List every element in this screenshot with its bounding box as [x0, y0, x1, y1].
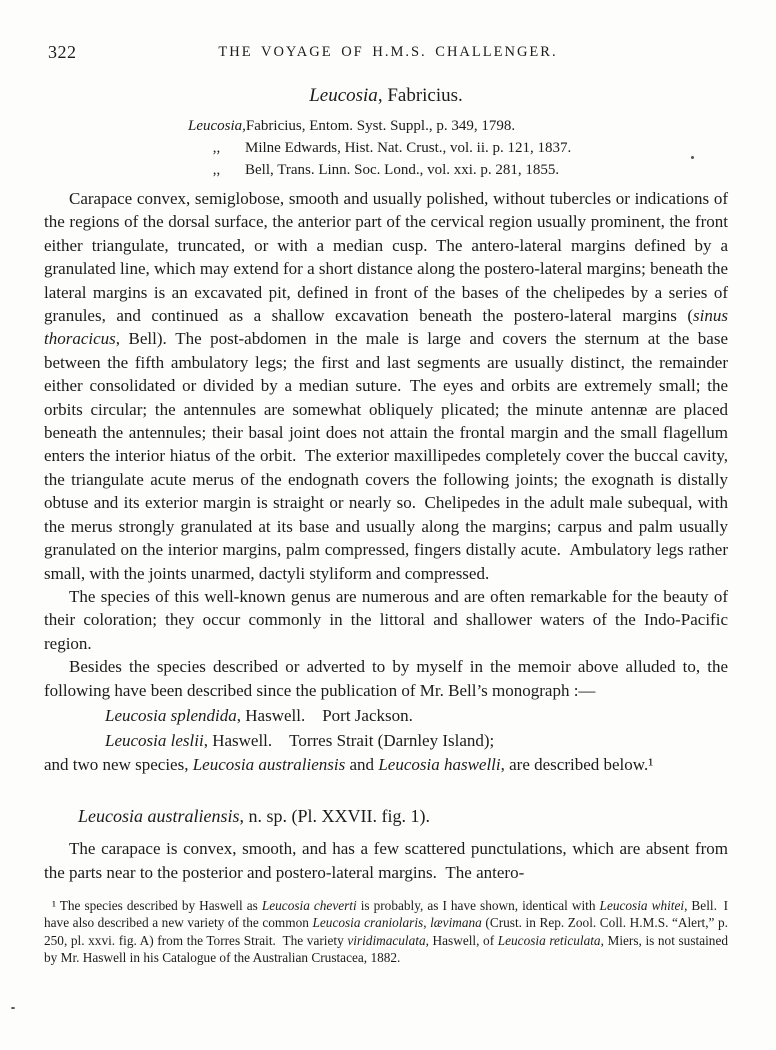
text-segment: ¹ The species described by Haswell as [52, 898, 262, 914]
scan-speck [691, 156, 694, 159]
italic-text: Leucosia australiensis [192, 754, 346, 774]
text-segment: , Bell). The post-abdomen in the male is large and covers the sternum at the base between the fifth ambulatory legs; the first and last segments are usually distinct, the remainder either consolidated or divided by a median suture. The eyes and orbits are extremely small; the orbits circular; the antennules are somewhat obliquely plicated; the minute antennæ are placed beneath the antennules; their basal joint does not attain the frontal margin and the small flagellum enters the interior hiatus of the orbit. The exterior maxillipedes completely cover the buccal cavity, the triangulate acute merus of the endognath covers the following joints; the exognath is distally obtuse and its exterior margin is straight or nearly so. Chelipedes in the adult male subequal, with the merus strongly granulated at its base and usually along the margins; carpus and palm usually granulated on the interior margins, palm compressed, fingers distally acute. Ambulatory legs rather small, with the joints unarmed, dactyli styliform and compressed. [44, 329, 728, 583]
italic-text: Leucosia haswelli [378, 754, 501, 774]
synonymy-entry [188, 137, 728, 159]
synonymy-ditto-mark: ,, [212, 162, 221, 178]
italic-text: Leucosia whitei [599, 898, 685, 914]
scan-speck [11, 1007, 15, 1009]
italic-text: Leucosia cheverti [261, 898, 357, 914]
species-intro-paragraph [44, 655, 728, 702]
footnote [44, 897, 728, 966]
synonymy-citation: Bell, Trans. Linn. Soc. Lond., vol. xxi. p. 281, 1855. [245, 162, 560, 178]
synonymy-genus-label: Leucosia, [188, 118, 246, 134]
text-segment: , Haswell, of [425, 932, 498, 948]
text-segment: , Fabricius. [377, 85, 463, 106]
page-number: 322 [48, 42, 77, 62]
new-species-heading [78, 804, 728, 828]
text-segment: , Bell. I have also described a new variety of the common [44, 898, 728, 931]
text-segment: The carapace is convex, smooth, and has a few scattered punctulations, which are absent from the parts near to the posterior and postero-lateral margins. The antero- [44, 839, 728, 882]
text-segment: (Crust. in Rep. Zool. Coll. H.M.S. “Alert,” p. 250, pl. xxvi. fig. A) from the Torres Strait. The variety [44, 915, 728, 948]
text-segment: , Haswell. Torres Strait (Darnley Island); [203, 730, 495, 750]
species-list-item [105, 703, 728, 728]
text-segment: is probably, as I have shown, identical with [356, 898, 600, 914]
text-segment: , n. sp. (Pl. XXVII. fig. 1). [239, 806, 431, 827]
text-segment: , are described below.¹ [500, 754, 654, 774]
genus-heading [44, 84, 728, 108]
italic-text: Leucosia craniolaris [312, 915, 424, 931]
text-segment: and two new species, [44, 754, 193, 774]
species-list [105, 703, 728, 753]
synonymy-entry [188, 159, 728, 181]
text-segment: The species of this well-known genus are numerous and are often remarkable for the beauty of their coloration; they occur commonly in the littoral and shallower waters of the Indo-Pacific region. [44, 586, 728, 653]
italic-text: Leucosia australiensis [78, 806, 240, 827]
synonymy-ditto-mark: ,, [212, 140, 221, 156]
species-description-paragraph [44, 837, 728, 884]
italic-text: Leucosia [309, 85, 378, 106]
synonymy-citation: Milne Edwards, Hist. Nat. Crust., vol. ii. p. 121, 1837. [245, 140, 572, 156]
genus-description-paragraph [44, 187, 728, 585]
coloration-paragraph [44, 585, 728, 655]
synonymy-list [188, 115, 728, 181]
text-segment: and [345, 754, 379, 774]
text-segment: , [423, 915, 431, 931]
synonymy-entry [188, 115, 728, 137]
text-segment: , Haswell. Port Jackson. [236, 705, 413, 725]
italic-text: Leucosia reticulata [497, 932, 601, 948]
italic-text: viridimaculata [347, 932, 426, 948]
italic-text: sinus thoracicus [44, 306, 728, 349]
text-segment: Besides the species described or adverted to by myself in the memoir above alluded to, the following have been described since the publication of Mr. Bell’s monograph :— [44, 657, 728, 700]
synonymy-citation: Fabricius, Entom. Syst. Suppl., p. 349, 1798. [245, 118, 516, 134]
italic-text: lævimana [430, 915, 482, 931]
italic-text: Leucosia splendida [105, 705, 237, 725]
species-list-footer [44, 753, 728, 776]
text-segment: , Miers, is not sustained by Mr. Haswell in his Catalogue of the Australian Crustacea, 1882. [44, 932, 728, 966]
text-segment: Carapace convex, semiglobose, smooth and usually polished, without tubercles or indications of the regions of the dorsal surface, the anterior part of the cervical region usually prominent, the front either triangulate, truncated, or with a median cusp. The antero-lateral margins defined by a granulated line, which may extend for a short distance along the postero-lateral margins; beneath the lateral margins is an excavated pit, defined in front of the bases of the chelipedes by a series of granules, and continued as a shallow excavation beneath the postero-lateral margins ( [44, 189, 728, 326]
species-list-item [105, 728, 728, 753]
italic-text: Leucosia leslii [105, 730, 204, 750]
running-head: THE VOYAGE OF H.M.S. CHALLENGER. [218, 44, 558, 60]
